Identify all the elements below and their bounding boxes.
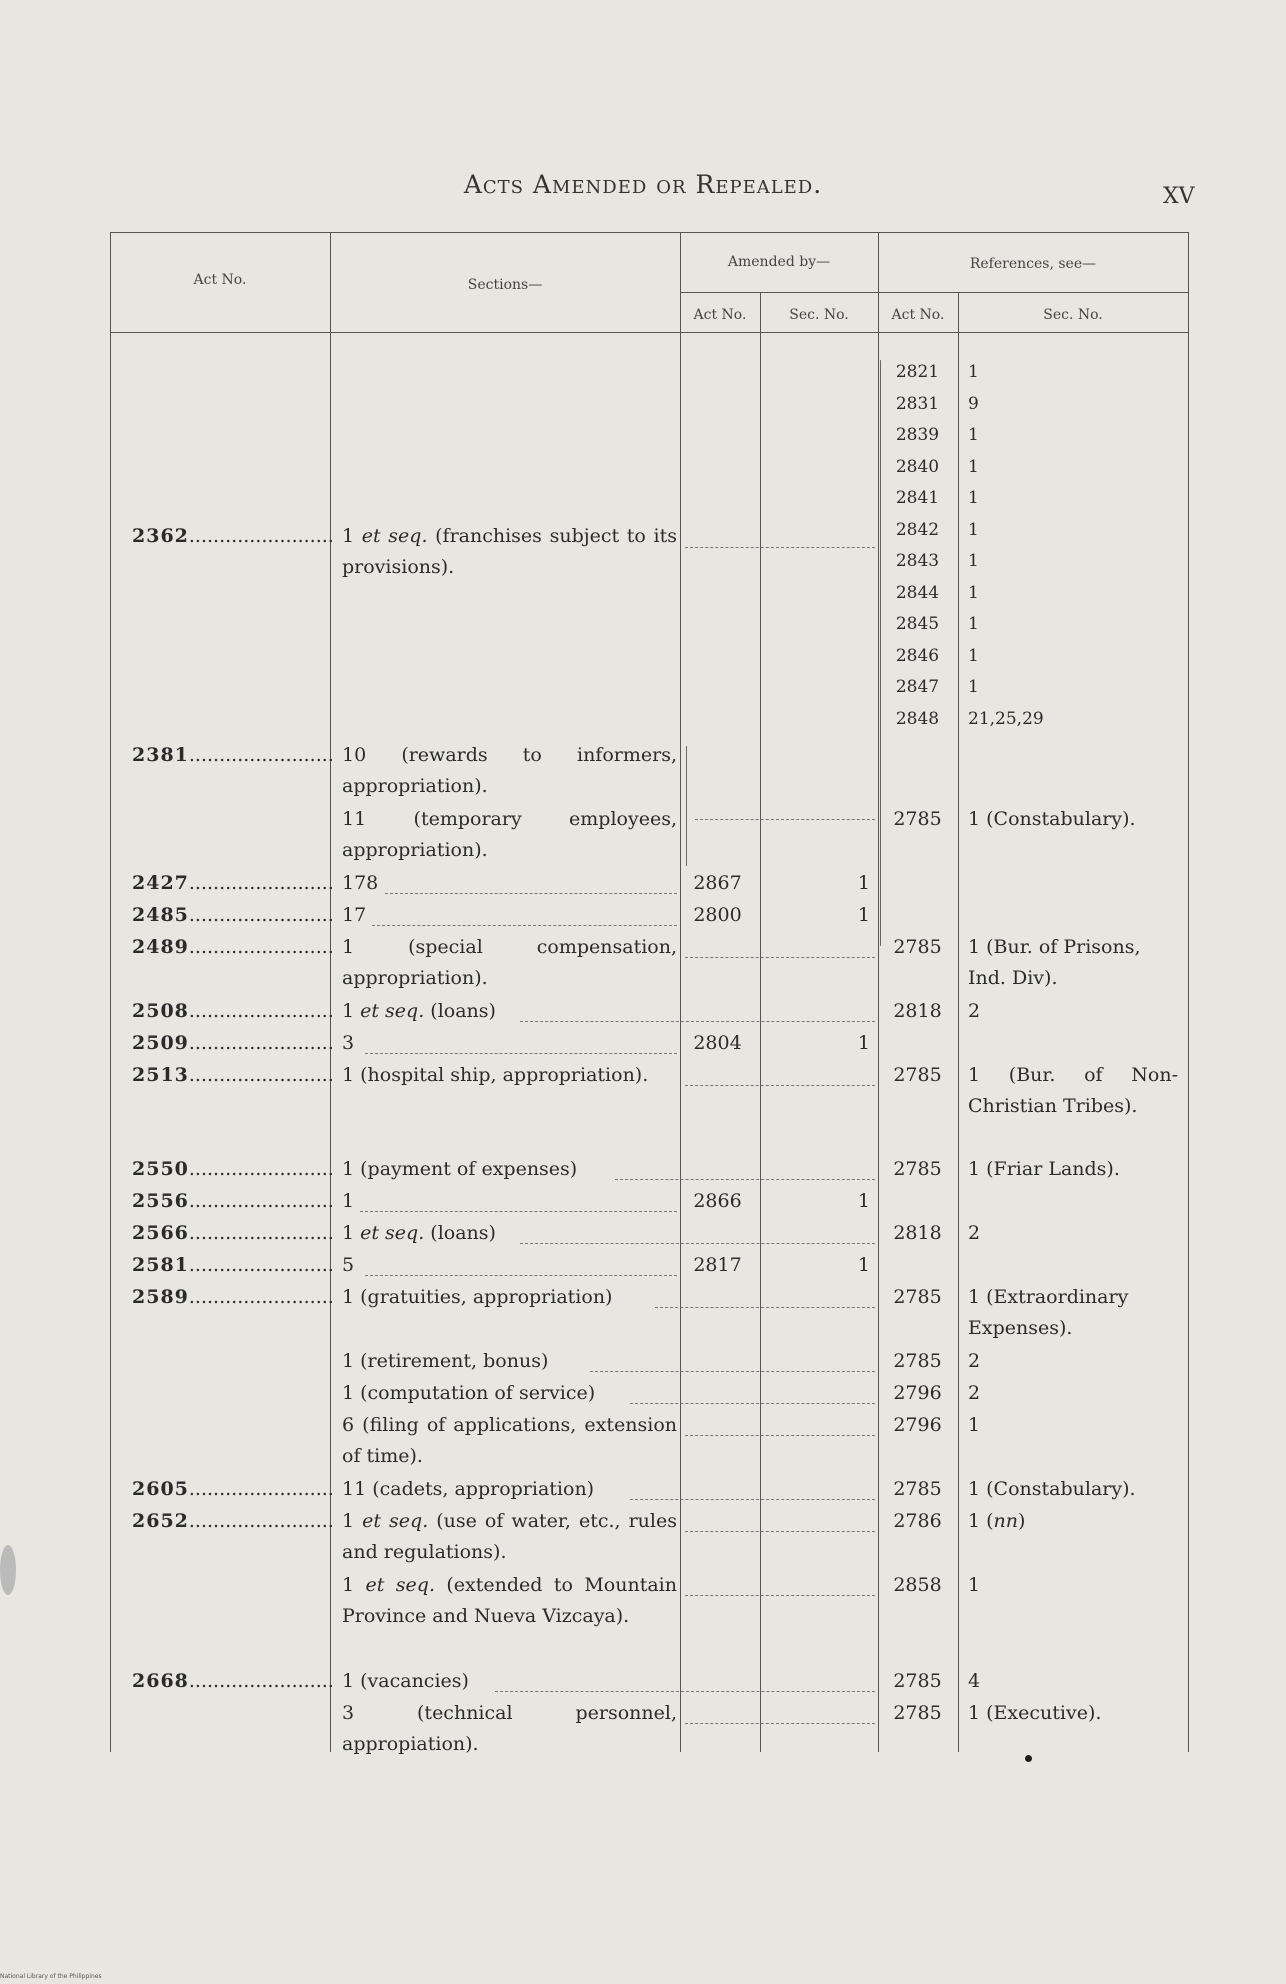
ref-act: 2785 — [893, 808, 942, 830]
sections-text: 3 (technical personnel, appropiation). — [342, 1702, 677, 1755]
table-header-rule — [110, 332, 1189, 333]
sections-text: 1 — [342, 1190, 355, 1212]
leader-dashes — [615, 1179, 875, 1180]
leader-dashes — [685, 1723, 875, 1724]
acts-table — [110, 232, 1189, 1755]
sections-text: 1 et seq. (extended to Mountain Province and Nueva Vizcaya). — [342, 1574, 677, 1627]
ref-sec: 1 — [968, 520, 979, 540]
ref-sec: 2 — [968, 1382, 981, 1404]
sections-text: 5 — [342, 1254, 355, 1276]
sections-text: 1 et seq. (use of water, etc., rules and regulations). — [342, 1510, 677, 1563]
header-ref-act-no: Act No. — [891, 307, 945, 323]
sections-text: 1 (hospital ship, appropriation). — [342, 1064, 649, 1086]
col-divider — [110, 232, 111, 1752]
sections-text: 11 (cadets, appropriation) — [342, 1478, 595, 1500]
act-number: 2381 ..... — [132, 740, 332, 771]
sections-text: 11 (temporary employees, appropriation). — [342, 808, 677, 861]
ref-sec: 1 (nn) — [968, 1510, 1026, 1532]
ref-act: 2796 — [893, 1414, 942, 1436]
leader-dashes — [360, 1211, 677, 1212]
col-divider — [760, 292, 761, 1752]
leader-dashes — [685, 1085, 875, 1086]
fine-print: National Library of the Philippines — [0, 1973, 102, 1980]
leader-dashes — [365, 1275, 677, 1276]
page-title: Acts Amended or Repealed. — [463, 170, 823, 199]
header-amended-by: Amended by— — [727, 254, 831, 270]
leader-dashes — [630, 1499, 875, 1500]
ref-act: 2785 — [893, 1064, 942, 1086]
col-divider — [958, 292, 959, 1752]
act-number: 2566 ..... — [132, 1218, 332, 1249]
leader-dashes — [685, 1595, 875, 1596]
sections-text: 1 (retirement, bonus) — [342, 1350, 549, 1372]
ref-sec: 9 — [968, 394, 979, 414]
sections-text: 1 et seq. (franchises subject to its provisions). — [342, 525, 677, 578]
amended-sec: 1 — [857, 1032, 870, 1054]
col-divider — [1188, 232, 1189, 1752]
leader-dashes — [365, 1053, 677, 1054]
col-divider — [680, 232, 681, 1752]
table-subheader-rule — [680, 292, 1189, 293]
leader-dashes — [630, 1403, 875, 1404]
act-number: 2509 ..... — [132, 1028, 332, 1059]
ref-act: 2831 — [895, 394, 940, 414]
ref-sec: 1 (Extraordinary Expenses). — [968, 1286, 1129, 1339]
act-number: 2508 ..... — [132, 996, 332, 1027]
amended-act: 2867 — [693, 872, 742, 894]
act-number: 2668 ..... — [132, 1666, 332, 1697]
ref-sec: 1 — [968, 362, 979, 382]
ref-act: 2821 — [895, 362, 940, 382]
sections-text: 1 (gratuities, appropriation) — [342, 1286, 613, 1308]
header-ref-sec-no: Sec. No. — [1043, 307, 1103, 323]
sections-text: 1 (special compensation, appropriation). — [342, 936, 677, 989]
sections-text: 10 (rewards to informers, appropriation). — [342, 744, 677, 797]
sections-text: 3 — [342, 1032, 355, 1054]
ref-sec: 1 (Executive). — [968, 1702, 1102, 1724]
ref-act: 2845 — [895, 614, 940, 634]
ref-act: 2858 — [893, 1574, 942, 1596]
ref-act: 2785 — [893, 936, 942, 958]
amended-sec: 1 — [857, 872, 870, 894]
leader-dashes — [495, 1691, 875, 1692]
sections-text: 1 et seq. (loans) — [342, 1222, 496, 1244]
ref-sec: 1 — [968, 425, 979, 445]
ref-sec: 1 — [968, 1574, 981, 1596]
header-amended-act-no: Act No. — [693, 307, 747, 323]
ink-speck — [1025, 1755, 1032, 1762]
ref-act: 2842 — [895, 520, 940, 540]
act-number: 2652 ..... — [132, 1506, 332, 1537]
amended-sec: 1 — [857, 1254, 870, 1276]
act-number: 2489 ..... — [132, 932, 332, 963]
ref-sec: 2 — [968, 1222, 981, 1244]
ref-act: 2839 — [895, 425, 940, 445]
ref-act: 2785 — [893, 1670, 942, 1692]
amended-act: 2800 — [693, 904, 742, 926]
ref-sec: 1 (Bur. of Non-Christian Tribes). — [968, 1064, 1178, 1117]
ref-sec: 1 (Constabulary). — [968, 1478, 1136, 1500]
ref-sec: 4 — [968, 1670, 981, 1692]
sections-text: 1 et seq. (loans) — [342, 1000, 496, 1022]
ref-act: 2785 — [893, 1350, 942, 1372]
ref-act: 2785 — [893, 1158, 942, 1180]
amended-sec: 1 — [857, 1190, 870, 1212]
act-number: 2556 ..... — [132, 1186, 332, 1217]
ref-sec: 1 — [968, 677, 979, 697]
leader-dashes — [385, 893, 677, 894]
page-edge-shadow — [0, 1545, 16, 1595]
col-divider — [878, 232, 879, 1752]
leader-dashes — [372, 925, 677, 926]
amended-sec: 1 — [857, 904, 870, 926]
act-number: 2485 ..... — [132, 900, 332, 931]
header-amended-sec-no: Sec. No. — [789, 307, 849, 323]
ref-act: 2785 — [893, 1702, 942, 1724]
act-number: 2362 ..... — [132, 521, 332, 552]
act-number: 2513 ..... — [132, 1060, 332, 1091]
ref-act: 2848 — [895, 709, 940, 729]
ref-sec: 1 — [968, 614, 979, 634]
ref-sec: 1 (Bur. of Prisons, Ind. Div). — [968, 936, 1141, 989]
ref-sec: 2 — [968, 1000, 981, 1022]
ref-sec: 1 — [968, 1414, 981, 1436]
sections-text: 1 (computation of service) — [342, 1382, 596, 1404]
ref-act: 2818 — [893, 1000, 942, 1022]
leader-dashes — [695, 819, 875, 820]
amended-act: 2866 — [693, 1190, 742, 1212]
ref-sec: 1 — [968, 646, 979, 666]
act-number: 2581 ..... — [132, 1250, 332, 1281]
sections-text: 6 (filing of applications, extension of time). — [342, 1414, 677, 1467]
amended-act: 2804 — [693, 1032, 742, 1054]
table-top-rule — [110, 232, 1189, 233]
leader-dashes — [655, 1307, 875, 1308]
header-references: References, see— — [969, 256, 1097, 272]
ref-sec: 21,25,29 — [968, 709, 1044, 729]
leader-dashes — [685, 1435, 875, 1436]
ref-sec: 1 — [968, 551, 979, 571]
leader-dashes — [520, 1021, 875, 1022]
ref-act: 2841 — [895, 488, 940, 508]
ref-act: 2840 — [895, 457, 940, 477]
sections-text: 17 — [342, 904, 367, 926]
ref-act: 2847 — [895, 677, 940, 697]
ref-act: 2785 — [893, 1286, 942, 1308]
ref-act: 2796 — [893, 1382, 942, 1404]
sections-text: 1 (vacancies) — [342, 1670, 469, 1692]
act-number: 2427 ..... — [132, 868, 332, 899]
ref-act: 2785 — [893, 1478, 942, 1500]
page-number: XV — [1163, 184, 1195, 209]
section-brace — [686, 746, 687, 866]
ref-sec: 1 — [968, 488, 979, 508]
ref-sec: 1 (Constabulary). — [968, 808, 1136, 830]
ref-act: 2846 — [895, 646, 940, 666]
header-act-no: Act No. — [193, 272, 247, 288]
leader-dashes — [520, 1243, 875, 1244]
ref-act: 2844 — [895, 583, 940, 603]
leader-dashes — [685, 1531, 875, 1532]
leader-dashes — [685, 547, 875, 548]
ref-act: 2843 — [895, 551, 940, 571]
act-number: 2550 ..... — [132, 1154, 332, 1185]
ref-sec: 1 — [968, 457, 979, 477]
act-number: 2605 ..... — [132, 1474, 332, 1505]
ref-act: 2818 — [893, 1222, 942, 1244]
sections-text: 178 — [342, 872, 379, 894]
ref-sec: 1 — [968, 583, 979, 603]
ref-act: 2786 — [893, 1510, 942, 1532]
ref-sec: 2 — [968, 1350, 981, 1372]
leader-dashes — [685, 957, 875, 958]
act-number: 2589 ..... — [132, 1282, 332, 1313]
sections-text: 1 (payment of expenses) — [342, 1158, 578, 1180]
amended-act: 2817 — [693, 1254, 742, 1276]
header-sections: Sections— — [467, 277, 543, 293]
ref-sec: 1 (Friar Lands). — [968, 1158, 1120, 1180]
leader-dashes — [590, 1371, 875, 1372]
